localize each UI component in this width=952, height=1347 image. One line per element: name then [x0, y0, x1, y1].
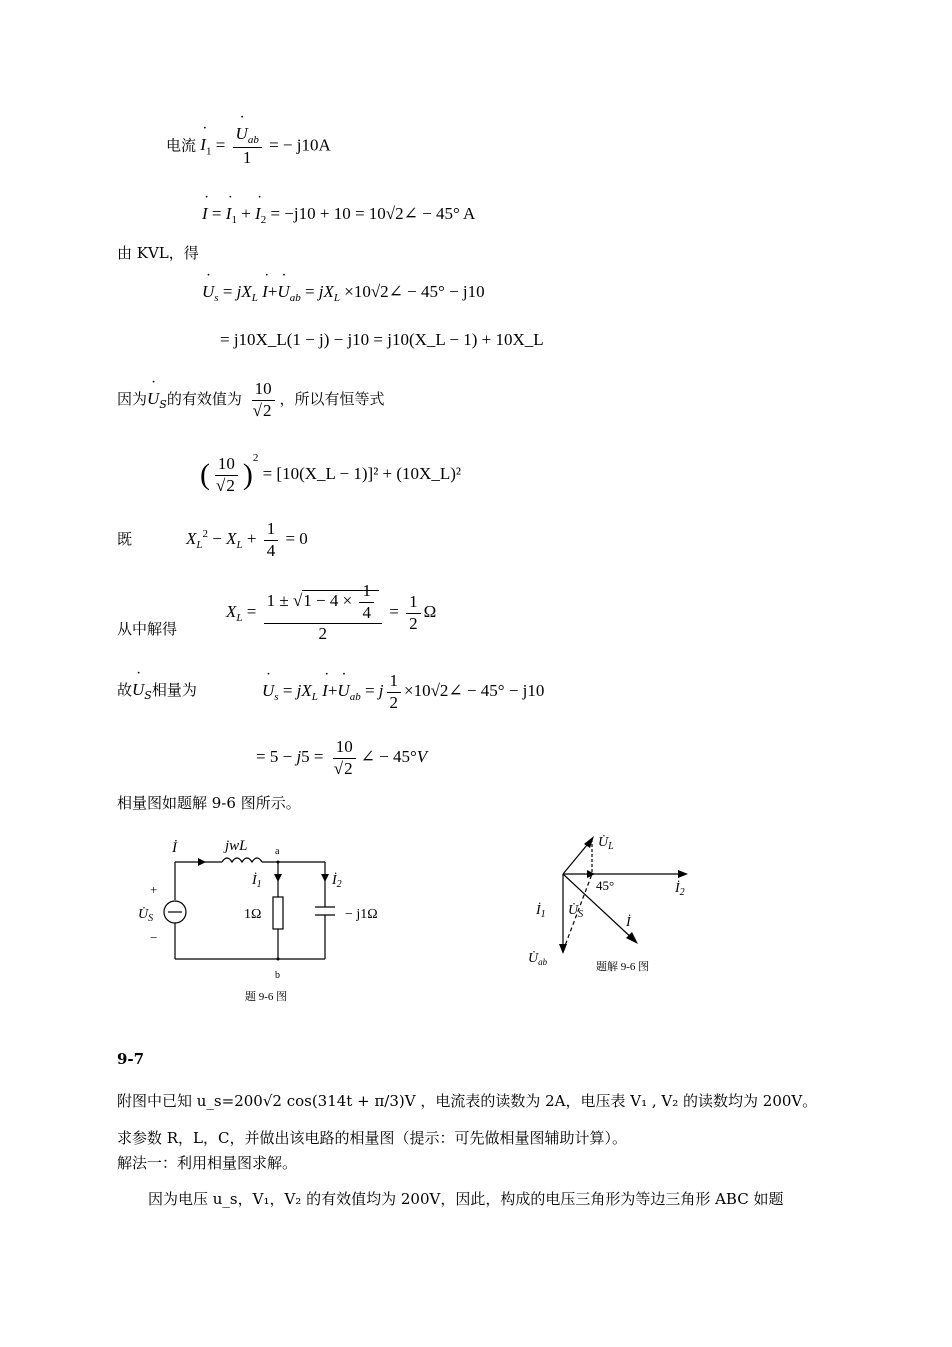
eq-identity-rhs: = [10(X_L − 1)]² + (10X_L)²: [262, 464, 461, 483]
kvl-intro: 由 KVL，得: [117, 244, 199, 262]
phasor-label-uab: $U̇_{ab}$: [528, 951, 548, 967]
eq-us-line1: ˙ $U_s = jX_L$ ˙ I+˙ $U_{ab} = jX_L$ ×10√2∠ − 45° − j10: [202, 282, 485, 305]
eq-current-total: ˙ I = ˙ $I_1$ + ˙ $I_2 = -j10 + 10$ = 10√2∠ − 45° A: [202, 204, 475, 227]
closing-text: 因为电压 u_s，V₁，V₂ 的有效值均为 200V，因此，构成的电压三角形为等边三角形 ABC 如题: [148, 1190, 784, 1208]
eq-identity: ( $\frac{10}{√2}$ )$^2$ = [10(X_L − 1)]² + (10X_L)²: [200, 452, 461, 495]
circuit-caption: 题 9-6 图: [245, 991, 288, 1003]
method-title: 解法一：利用相量图求解。: [117, 1154, 298, 1172]
phasor-label-us: $U̇_S$: [568, 903, 584, 920]
eq-ji-label: 既: [117, 530, 133, 548]
circuit-current-i1: $İ_1$: [252, 873, 262, 890]
rms-statement: 因为˙ $U_S$的有效值为 $\frac{10}{√2}$ ，所以有恒等式: [117, 380, 385, 420]
circuit-current-i2: $İ_2$: [332, 873, 342, 890]
eq-i1-rhs: = − j10A: [269, 135, 331, 155]
eq-phasor-result: = 5 − j5 = $\frac{10}{√2}$ ∠ − 45°V: [256, 737, 428, 778]
phasor-diagram: [520, 826, 720, 986]
phasor-caption: 题解 9-6 图: [596, 961, 650, 973]
phasor-label-i2: $İ_2$: [675, 881, 685, 898]
problem-text-2: 求参数 R，L，C，并做出该电路的相量图（提示：可先做相量图辅助计算）。: [117, 1129, 628, 1147]
solve-label: 从中解得: [117, 620, 178, 638]
diagram-intro: 相量图如题解 9-6 图所示。: [117, 794, 301, 812]
eq-i-rhs: = −j10 + 10 = 10√2∠ − 45° A: [270, 204, 476, 223]
circuit-source-plus: +: [150, 882, 158, 897]
eq-label-current: 电流: [166, 136, 197, 155]
circuit-source-minus: −: [150, 930, 158, 945]
phasor-label: 故˙ $U_S$相量为: [117, 680, 197, 702]
circuit-source-label: $U̇_S$: [138, 907, 154, 924]
circuit-inductor-label: jwL: [225, 838, 248, 854]
eq-us-line2: = j10X_L(1 − j) − j10 = j10(X_L − 1) + 10X_L: [220, 330, 544, 349]
phasor-label-ul: $U̇_L$: [598, 835, 614, 852]
section-title: 9-7: [117, 1050, 145, 1068]
circuit-current-i: İ: [172, 840, 177, 856]
eq-quadratic: $X_L^2 - X_L$ + $\frac{1}{4}$ = 0: [186, 519, 308, 560]
problem-text: 附图中已知 u_s=200√2 cos(314t + π/3)V ，电流表的读数为 2A，电压表 V₁ , V₂ 的读数均为 200V。: [117, 1092, 818, 1110]
circuit-capacitor-label: − j1Ω: [345, 907, 378, 922]
eq-solution: $X_L$ = 1 ± √1 − 4 × $\frac{1}{4}$ 2 = $\frac{1}{2}$ Ω: [226, 581, 437, 644]
eq-us-line1-rhs: ×10√2∠ − 45° − j10: [344, 282, 485, 301]
circuit-node-a: a: [275, 846, 280, 857]
phasor-angle-label: 45°: [596, 878, 615, 893]
phasor-label-i1: $İ_1$: [536, 903, 546, 920]
phasor-label-i: İ: [626, 915, 631, 930]
circuit-node-b: b: [275, 970, 280, 981]
eq-current-i1: 电流 ˙ $I_1$ = ˙ $\frac{U_{ab}}{1}$ = − j10A: [166, 125, 331, 168]
eq-phasor-us: ˙ $U_s = jX_L$ ˙ I+˙ $U_{ab} = j$ $\frac{1}{2}$ ×10√2∠ − 45° − j10: [262, 672, 544, 712]
circuit-resistor-label: 1Ω: [244, 907, 262, 922]
circuit-diagram: [130, 832, 430, 1012]
